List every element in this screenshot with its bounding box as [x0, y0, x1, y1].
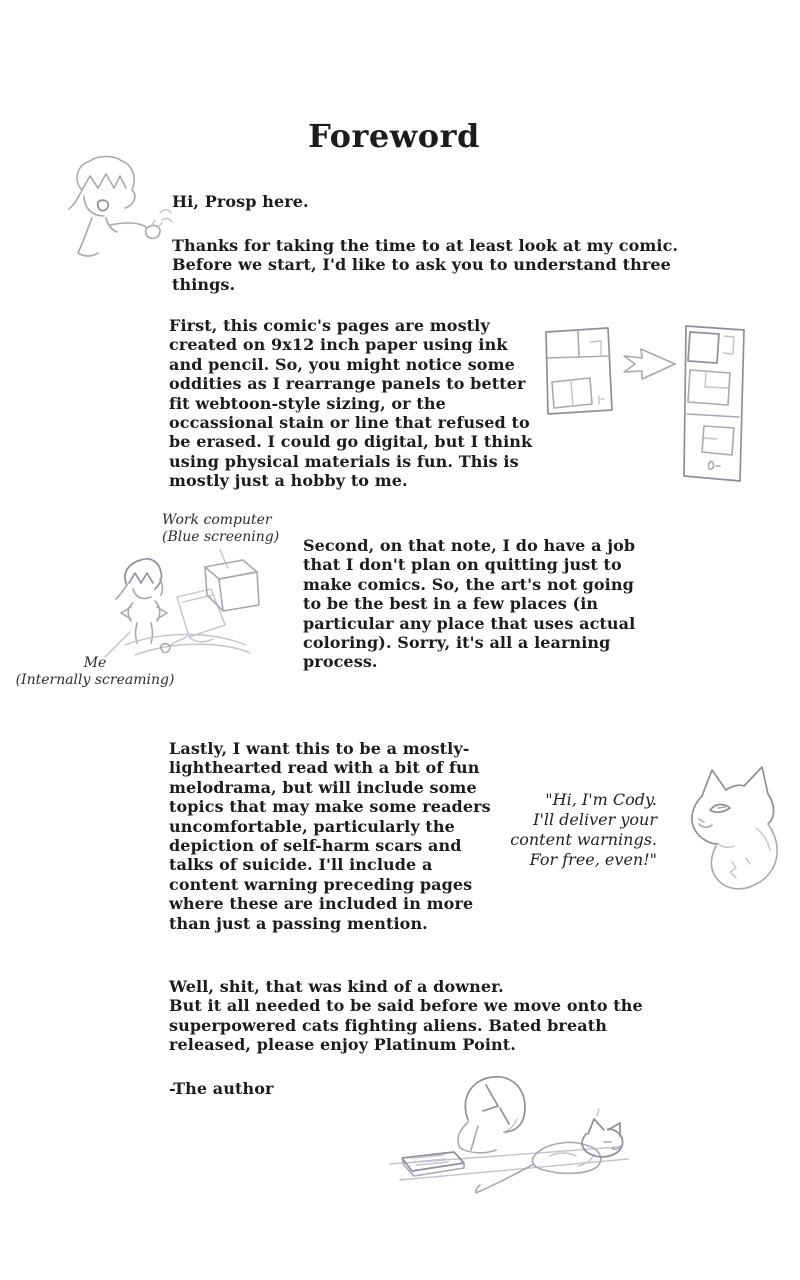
page-rearrange-sketch — [538, 318, 750, 488]
text-line: Work computer — [162, 512, 272, 528]
me-at-computer-drawing — [85, 545, 272, 669]
greeting-text — [172, 192, 309, 211]
page-rearrange-drawing — [538, 318, 750, 488]
text-line: Before we start, I'd like to ask you to understand three — [172, 255, 671, 275]
text-line: fit webtoon-style sizing, or the — [169, 393, 446, 413]
text-line: (Blue screening) — [162, 529, 280, 545]
text-line: Me — [83, 655, 107, 671]
text-line: occassional stain or line that refused to — [169, 413, 530, 433]
text-line: talks of suicide. I'll include a — [169, 855, 433, 875]
me-caption — [15, 655, 175, 689]
cody-cat-drawing — [672, 762, 794, 910]
cody-cat-sketch — [672, 762, 794, 910]
text-line: mostly just a hobby to me. — [169, 471, 408, 491]
waving-author-sketch — [48, 152, 176, 264]
signature-line: -The author — [169, 1079, 274, 1098]
text-line: where these are included in more — [169, 894, 474, 914]
intro-paragraph — [172, 236, 678, 294]
text-line: that I don't plan on quitting just to — [303, 555, 622, 575]
text-line: using physical materials is fun. This is — [169, 451, 519, 471]
author-desk-drawing — [382, 1068, 644, 1200]
text-line: depiction of self-harm scars and — [169, 836, 462, 856]
text-line: coloring). Sorry, it's all a learning — [303, 633, 611, 653]
text-line: content warnings. — [510, 830, 657, 849]
text-line: released, please enjoy Platinum Point. — [169, 1035, 516, 1055]
text-line: For free, even!" — [529, 850, 657, 869]
text-line: Thanks for taking the time to at least look at my comic. — [172, 236, 679, 255]
waving-author-drawing — [48, 152, 176, 264]
me-at-computer-sketch — [85, 545, 272, 669]
text-line: created on 9x12 inch paper using ink — [169, 335, 508, 355]
second-point-paragraph — [303, 536, 635, 672]
third-point-paragraph — [169, 739, 491, 933]
text-line: "Hi, I'm Cody. — [545, 790, 657, 809]
text-line: But it all needed to be said before we move onto the — [169, 996, 643, 1016]
author-signature — [169, 1079, 274, 1098]
text-line: Second, on that note, I do have a job — [303, 536, 636, 555]
cody-quote — [500, 790, 657, 870]
greeting-line: Hi, Prosp here. — [172, 192, 309, 211]
first-point-paragraph — [169, 316, 532, 491]
text-line: First, this comic's pages are mostly — [169, 316, 490, 335]
text-line: Well, shit, that was kind of a downer. — [169, 977, 504, 996]
text-line: oddities as I rearrange panels to better — [169, 374, 526, 394]
text-line: lighthearted read with a bit of fun — [169, 758, 480, 778]
text-line: I'll deliver your — [533, 810, 657, 829]
text-line: Lastly, I want this to be a mostly- — [169, 739, 470, 758]
text-line: particular any place that uses actual — [303, 613, 636, 633]
text-line: make comics. So, the art's not going — [303, 574, 634, 594]
closing-paragraph — [169, 977, 643, 1055]
text-line: superpowered cats fighting aliens. Bated breath — [169, 1015, 607, 1035]
text-line: melodrama, but will include some — [169, 777, 477, 797]
text-line: content warning preceding pages — [169, 874, 473, 894]
text-line: and pencil. So, you might notice some — [169, 354, 515, 374]
page-title: Foreword — [308, 117, 480, 156]
text-line: to be the best in a few places (in — [303, 594, 599, 614]
text-line: uncomfortable, particularly the — [169, 816, 455, 836]
text-line: process. — [303, 652, 378, 672]
text-line: be erased. I could go digital, but I think — [169, 432, 533, 452]
work-computer-caption — [162, 512, 280, 546]
text-line: (Internally screaming) — [15, 672, 175, 688]
author-desk-sketch — [382, 1068, 644, 1200]
text-line: topics that may make some readers — [169, 797, 491, 817]
text-line: things. — [172, 274, 236, 294]
text-line: than just a passing mention. — [169, 913, 428, 933]
